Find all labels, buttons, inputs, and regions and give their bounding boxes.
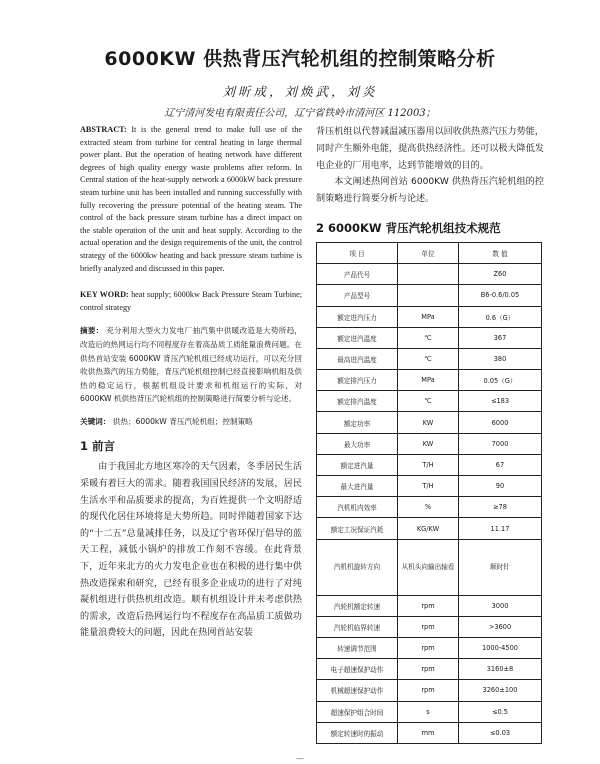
abstract-english bbox=[80, 124, 302, 275]
table-cell: B6-0.6/0.05 bbox=[459, 285, 542, 306]
table-cell: MPa bbox=[398, 306, 459, 327]
keywords-english bbox=[80, 289, 302, 314]
table-row bbox=[317, 680, 542, 701]
table-row bbox=[317, 433, 542, 454]
table-cell: 3000 bbox=[459, 595, 542, 616]
table-cell: 额定转速时的振动 bbox=[317, 722, 398, 743]
table-cell: % bbox=[398, 497, 459, 518]
table-row bbox=[317, 370, 542, 391]
table-row bbox=[317, 348, 542, 369]
table-cell: 最高进汽温度 bbox=[317, 348, 398, 369]
table-cell: >3600 bbox=[459, 616, 542, 637]
table-cell: 额定工况保证汽耗 bbox=[317, 518, 398, 539]
table-cell: ≤183 bbox=[459, 391, 542, 412]
table-row bbox=[317, 264, 542, 285]
table-row bbox=[317, 306, 542, 327]
table-row bbox=[317, 722, 542, 743]
table-cell: 7000 bbox=[459, 433, 542, 454]
table-cell: ≥78 bbox=[459, 497, 542, 518]
table-cell: 额定功率 bbox=[317, 412, 398, 433]
table-row bbox=[317, 701, 542, 722]
table-cell bbox=[398, 285, 459, 306]
table-cell: ≤0.03 bbox=[459, 722, 542, 743]
table-row bbox=[317, 454, 542, 475]
table-cell: T/H bbox=[398, 454, 459, 475]
table-row bbox=[317, 616, 542, 637]
table-row bbox=[317, 412, 542, 433]
abstract-zh-text: 充分利用大型火力发电厂抽汽集中供暖改造是大势所趋，改造后的热网运行均不同程度存在着高品质工质能量浪费问题。在供热首站安装 6000KW 背压汽轮机组已经成功运行，可以充分回收供热蒸汽的压力势能，背压汽轮机组控制已经直接影响机组及供热的稳定运行，根据机组设计要求和机组运行的实际，对 6000KW 机供热背压汽轮机组的控制策略进行简要分析与论述。 bbox=[80, 326, 303, 404]
table-cell: 汽轮机额定转速 bbox=[317, 595, 398, 616]
table-cell: ℃ bbox=[398, 348, 459, 369]
table-row bbox=[317, 539, 542, 595]
table-cell: 额定排汽温度 bbox=[317, 391, 398, 412]
table-cell: 额定排汽压力 bbox=[317, 370, 398, 391]
spec-table-header bbox=[317, 242, 542, 263]
table-cell: ℃ bbox=[398, 327, 459, 348]
spec-table bbox=[316, 242, 542, 744]
table-cell: ≤0.5 bbox=[459, 701, 542, 722]
keywords-zh-text: 供热；6000kW 背压汽轮机组；控制策略 bbox=[112, 416, 253, 426]
abstract-en-label: ABSTRACT: bbox=[80, 125, 127, 134]
table-cell: KG/KW bbox=[398, 518, 459, 539]
table-cell: 11.17 bbox=[459, 518, 542, 539]
left-column bbox=[80, 124, 302, 642]
section-2-heading: 2 6000KW 背压汽轮机组技术规范 bbox=[316, 220, 501, 235]
table-row bbox=[317, 637, 542, 658]
abstract-en-text: It is the general trend to make full use of the extracted steam from turbine for central heating in large thermal power plant. But the operation of heating network have different degrees of high quality energy waste problems after reform. In Central station of the heat-supply network a 6000kW back pressure steam turbine unit has been installed and running successfully with fully recovering the pressure potential of the heating steam. The control of the back pressure steam turbine has a direct impact on the stable operation of the unit and heat supply. According to the actual operation and the design requirements of the unit, the control strategy of the 6000kw heating and back pressure steam turbine is briefly analyzed and discussed in this paper. bbox=[80, 125, 302, 273]
table-row bbox=[317, 391, 542, 412]
table-cell: 最大功率 bbox=[317, 433, 398, 454]
table-cell: s bbox=[398, 701, 459, 722]
table-cell: rpm bbox=[398, 680, 459, 701]
table-cell: 3160±8 bbox=[459, 659, 542, 680]
table-cell: 367 bbox=[459, 327, 542, 348]
keywords-chinese bbox=[80, 415, 302, 429]
table-cell: ℃ bbox=[398, 391, 459, 412]
table-cell: 0.6（G） bbox=[459, 306, 542, 327]
page-mark: — bbox=[296, 754, 304, 763]
table-cell: 机械超速保护动作 bbox=[317, 680, 398, 701]
table-cell: 从机头向输出轴看 bbox=[398, 539, 459, 595]
section-1-paragraph: 由于我国北方地区寒冷的天气因素，冬季居民生活采暖有着巨大的需求。随着我国国民经济的发展，居民生活水平和品质要求的提高，为百姓提供一个文明舒适的现代化居住环境将是大势所趋。同时伴随着国家下达的“十二五”总量减排任务，以及辽宁省环保厅倡导的蓝天工程，减低小锅炉的排放工作刻不容缓。在此背景下，近年来北方的火力发电企业也在积极的进行集中供热改造探索和研究，已经有很多企业成功的进行了对纯凝机组进行供热机组改造。顺有机组设计并未考虑供热的需求，改造后热网运行均不程度存在高品质工质做功能量浪费较大的问题，因此在热网首站安装 bbox=[80, 462, 302, 639]
table-row bbox=[317, 518, 542, 539]
table-cell: Z60 bbox=[459, 264, 542, 285]
keywords-en-label: KEY WORD: bbox=[80, 290, 129, 300]
affiliation: 辽宁清河发电有限责任公司，辽宁省铁岭市清河区 112003； bbox=[164, 108, 436, 119]
table-row bbox=[317, 595, 542, 616]
table-row bbox=[317, 497, 542, 518]
abstract-zh-label: 摘要： bbox=[80, 326, 104, 336]
paper-title: 6000KW 供热背压汽轮机组的控制策略分析 bbox=[104, 48, 496, 70]
table-cell: 额定进汽量 bbox=[317, 454, 398, 475]
table-cell: 1000-4500 bbox=[459, 637, 542, 658]
table-cell: rpm bbox=[398, 659, 459, 680]
table-cell: 380 bbox=[459, 348, 542, 369]
table-cell: 额定进汽压力 bbox=[317, 306, 398, 327]
table-row bbox=[317, 659, 542, 680]
table-cell: 3260±100 bbox=[459, 680, 542, 701]
section-1-heading: 1 前言 bbox=[80, 439, 116, 454]
table-cell: 67 bbox=[459, 454, 542, 475]
table-cell bbox=[398, 264, 459, 285]
table-cell: rpm bbox=[398, 595, 459, 616]
right-column bbox=[316, 124, 544, 744]
table-cell: 电子超速保护动作 bbox=[317, 659, 398, 680]
table-row bbox=[317, 285, 542, 306]
abstract-chinese bbox=[80, 324, 302, 406]
table-cell: MPa bbox=[398, 370, 459, 391]
table-cell: 0.05（G） bbox=[459, 370, 542, 391]
table-cell: 汽机机旋转方向 bbox=[317, 539, 398, 595]
table-cell: mm bbox=[398, 722, 459, 743]
header-cell: 单位 bbox=[398, 242, 459, 263]
intro-paragraph: 本文阐述热网首站 6000KW 供热背压汽轮机组的控制策略进行简要分析与论述。 bbox=[316, 177, 544, 205]
table-cell: T/H bbox=[398, 476, 459, 497]
table-cell: 产品型号 bbox=[317, 285, 398, 306]
table-cell: 顺时针 bbox=[459, 539, 542, 595]
header-cell: 项 目 bbox=[317, 242, 398, 263]
table-cell: 汽机机内效率 bbox=[317, 497, 398, 518]
intro-continuation: 背压机组以代替减温减压器用以回收供热蒸汽压力势能，同时产生额外电能，提高供热经济性。还可以极大降低发电企业的厂用电率，达到节能增效的目的。 bbox=[316, 127, 544, 171]
table-cell: 额定进汽温度 bbox=[317, 327, 398, 348]
table-cell: 最大进汽量 bbox=[317, 476, 398, 497]
table-cell: 6000 bbox=[459, 412, 542, 433]
table-cell: 转速调节范围 bbox=[317, 637, 398, 658]
header-cell: 数 值 bbox=[459, 242, 542, 263]
table-cell: 汽轮机临界转速 bbox=[317, 616, 398, 637]
table-row bbox=[317, 327, 542, 348]
keywords-en-text: heat supply; 6000kw Back Pressure Steam Turbine; control strategy bbox=[80, 290, 302, 312]
table-cell: 90 bbox=[459, 476, 542, 497]
table-cell: KW bbox=[398, 433, 459, 454]
table-cell: rpm bbox=[398, 616, 459, 637]
table-row bbox=[317, 476, 542, 497]
table-cell: 产品代号 bbox=[317, 264, 398, 285]
keywords-zh-label: 关键词： bbox=[80, 416, 111, 426]
table-cell: KW bbox=[398, 412, 459, 433]
author-list: 刘昕成，刘焕武，刘炎 bbox=[222, 84, 378, 99]
table-cell: 超速保护组合时间 bbox=[317, 701, 398, 722]
table-cell: rpm bbox=[398, 637, 459, 658]
